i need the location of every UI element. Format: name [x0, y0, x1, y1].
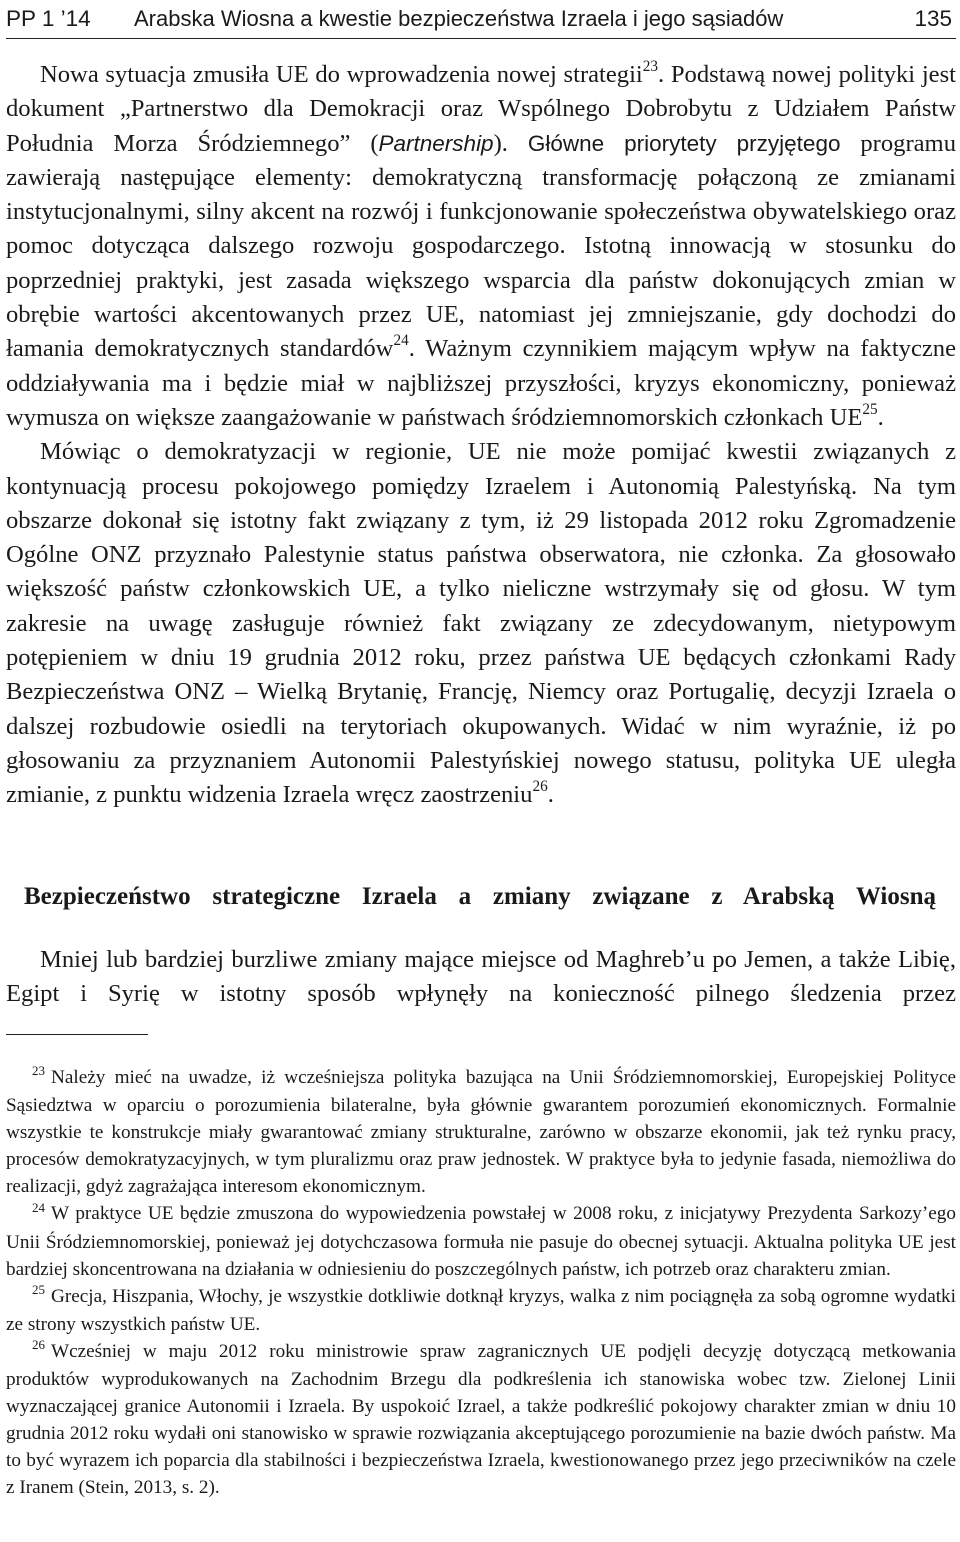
emphasis-term: Partnership	[378, 130, 494, 156]
text-run: .	[547, 781, 554, 809]
footnote-25	[6, 1283, 956, 1338]
paragraph	[6, 58, 956, 435]
paragraph	[6, 435, 956, 812]
footnote-text: Wcześniej w maju 2012 roku ministrowie spraw zagranicznych UE podjęli decyzję dotyczącą metkowania produktów wyprodukowanych na Zachodnim Brzegu dla podkreślenia ich stanowiska wobec tzw. Zielonej Linii wyznaczającej granice Autonomii i Izraela. By uspokoić Izrael, a także podkreślić pokojowy charakter zmian w dniu 10 grudnia 2012 roku wydałi oni stanowisko w sprawie rozwiązania akceptującego porozumienie na bazie dwóch państw. Ma to być wyrazem ich poparcia dla stabilności i bezpieczeństwa Izraela, kwestionowanego przez jego przeciwników na czele z Iranem (Stein, 2013, s. 2).	[6, 1340, 956, 1499]
paragraph: Mniej lub bardziej burzliwe zmiany mające miejsce od Maghreb’u po Jemen, a także Libię, Egipt i Syrię w istotny sposób wpłynęły na konieczność pilnego śledzenia przez	[6, 946, 956, 1008]
footnote-ref: 24	[393, 331, 409, 349]
text-run: . Podstawą nowej polityki jest dokument „Partnerstwo dla Demokracji oraz Wspólnego Dobrobytu z Udziałem Państw Południa Morza Śródziemnego” (	[6, 61, 956, 157]
text-run: .	[877, 403, 884, 431]
footnote-number: 23	[32, 1063, 45, 1079]
text-run: programu zawierają następujące elementy: demokratyczną transformację połączoną ze zmianami instytucjonalnymi, silny akcent na rozwój i funkcjonowanie społeczeństwa obywatelskiego oraz pomoc dotycząca dalszego rozwoju gospodarczego. Istotną innowacją w stosunku do poprzedniej praktyki, jest zasada większego wsparcia dla państw dokonujących zmian w obrębie wartości akcentowanych przez UE, natomiast jej zmniejszanie, gdy dochodzi do łamania demokratycznych standardów	[6, 129, 956, 363]
text-run: Główne priorytety przyjętego	[527, 130, 841, 156]
text-run: ).	[493, 129, 528, 157]
footnote-23	[6, 1064, 956, 1200]
text-run: Nowa sytuacja zmusiła UE do wprowadzenia nowej strategii	[40, 61, 643, 88]
footnote-text: Grecja, Hiszpania, Włochy, je wszystkie dotkliwie dotknął kryzys, walka z nim pociągnęła za sobą ogromne wydatki ze strony wszystkich państw UE.	[6, 1285, 956, 1335]
footnote-24	[6, 1200, 956, 1282]
footnote-separator	[6, 1034, 148, 1035]
footnotes	[6, 1064, 956, 1502]
footnote-text: W praktyce UE będzie zmuszona do wypowiedzenia powstałej w 2008 roku, z inicjatywy Prezydenta Sarkozy’ego Unii Śródziemnomorskiej, ponieważ jej dotychczasowa formuła nie pasuje do obecnej sytuacji. Aktualna polityka UE jest bardziej skoncentrowana na działania w odniesieniu do poszczególnych państw, ich potrzeb oraz charakteru zmian.	[6, 1203, 956, 1280]
footnote-number: 26	[32, 1337, 45, 1353]
main-text-continued	[6, 943, 956, 1012]
footnote-ref: 26	[532, 777, 548, 795]
running-header	[6, 2, 956, 39]
main-text	[6, 58, 956, 813]
footnote-26	[6, 1338, 956, 1502]
footnote-number: 24	[32, 1199, 45, 1215]
footnote-ref: 23	[642, 57, 659, 75]
footnote-ref: 25	[862, 400, 878, 418]
text-run: Mówiąc o demokratyzacji w regionie, UE nie może pomijać kwestii związanych z kontynuacją procesu pokojowego pomiędzy Izraelem i Autonomią Palestyńską. Na tym obszarze dokonał się istotny fakt związany z tym, iż 29 listopada 2012 roku Zgromadzenie Ogólne ONZ przyznało Palestynie status państwa obserwatora, nie członka. Za głosowało większość państw członkowskich UE, a tylko nieliczne wstrzymały się od głosu. W tym zakresie na uwagę zasługuje również fakt związany ze zdecydowanym, nietypowym potępieniem w dniu 19 grudnia 2012 roku, przez państwa UE będących członkami Rady Bezpieczeństwa ONZ – Wielką Brytanię, Francję, Niemcy oraz Portugalię, decyzji Izraela o dalszej rozbudowie osiedli na terytoriach okupowanych. Widać w nim wyraźnie, iż po głosowaniu za przyznaniem Autonomii Palestyńskiej nowego statusu, polityka UE uległa zmianie, z punktu widzenia Izraela wręcz zaostrzeniu	[6, 438, 956, 809]
page-number: 135	[914, 6, 952, 31]
journal-issue: PP 1 ’14	[6, 6, 91, 31]
section-heading: Bezpieczeństwo strategiczne Izraela a zmiany związane z Arabską Wiosną	[24, 883, 936, 910]
footnote-number: 25	[32, 1281, 45, 1297]
text-run: . Ważnym czynnikiem mającym wpływ na faktyczne oddziaływania ma i będzie miał w najbliższej przyszłości, kryzys ekonomiczny, ponieważ wymusza on większe zaangażowanie w państwach śródziemnomorskich członkach UE	[6, 335, 957, 431]
footnote-text: Należy mieć na uwadze, iż wcześniejsza polityka bazująca na Unii Śródziemnomorskiej, Europejskiej Polityce Sąsiedztwa w oparciu o porozumienia bilateralne, była głównie gwarantem porozumień ekonomicznych. Formalnie wszystkie te konstrukcje miały gwarantować zmiany strukturalne, zarówno w obszarze ekonomii, jak też rynku pracy, procesów demokratyzacyjnych, w tym pluralizmu oraz praw jednostek. W praktyce była to jedynie fasada, niemożliwa do realizacji, gdyż zagrażająca interesom ekonomicznym.	[6, 1067, 956, 1198]
running-title: Arabska Wiosna a kwestie bezpieczeństwa Izraela i jego sąsiadów	[134, 6, 784, 31]
